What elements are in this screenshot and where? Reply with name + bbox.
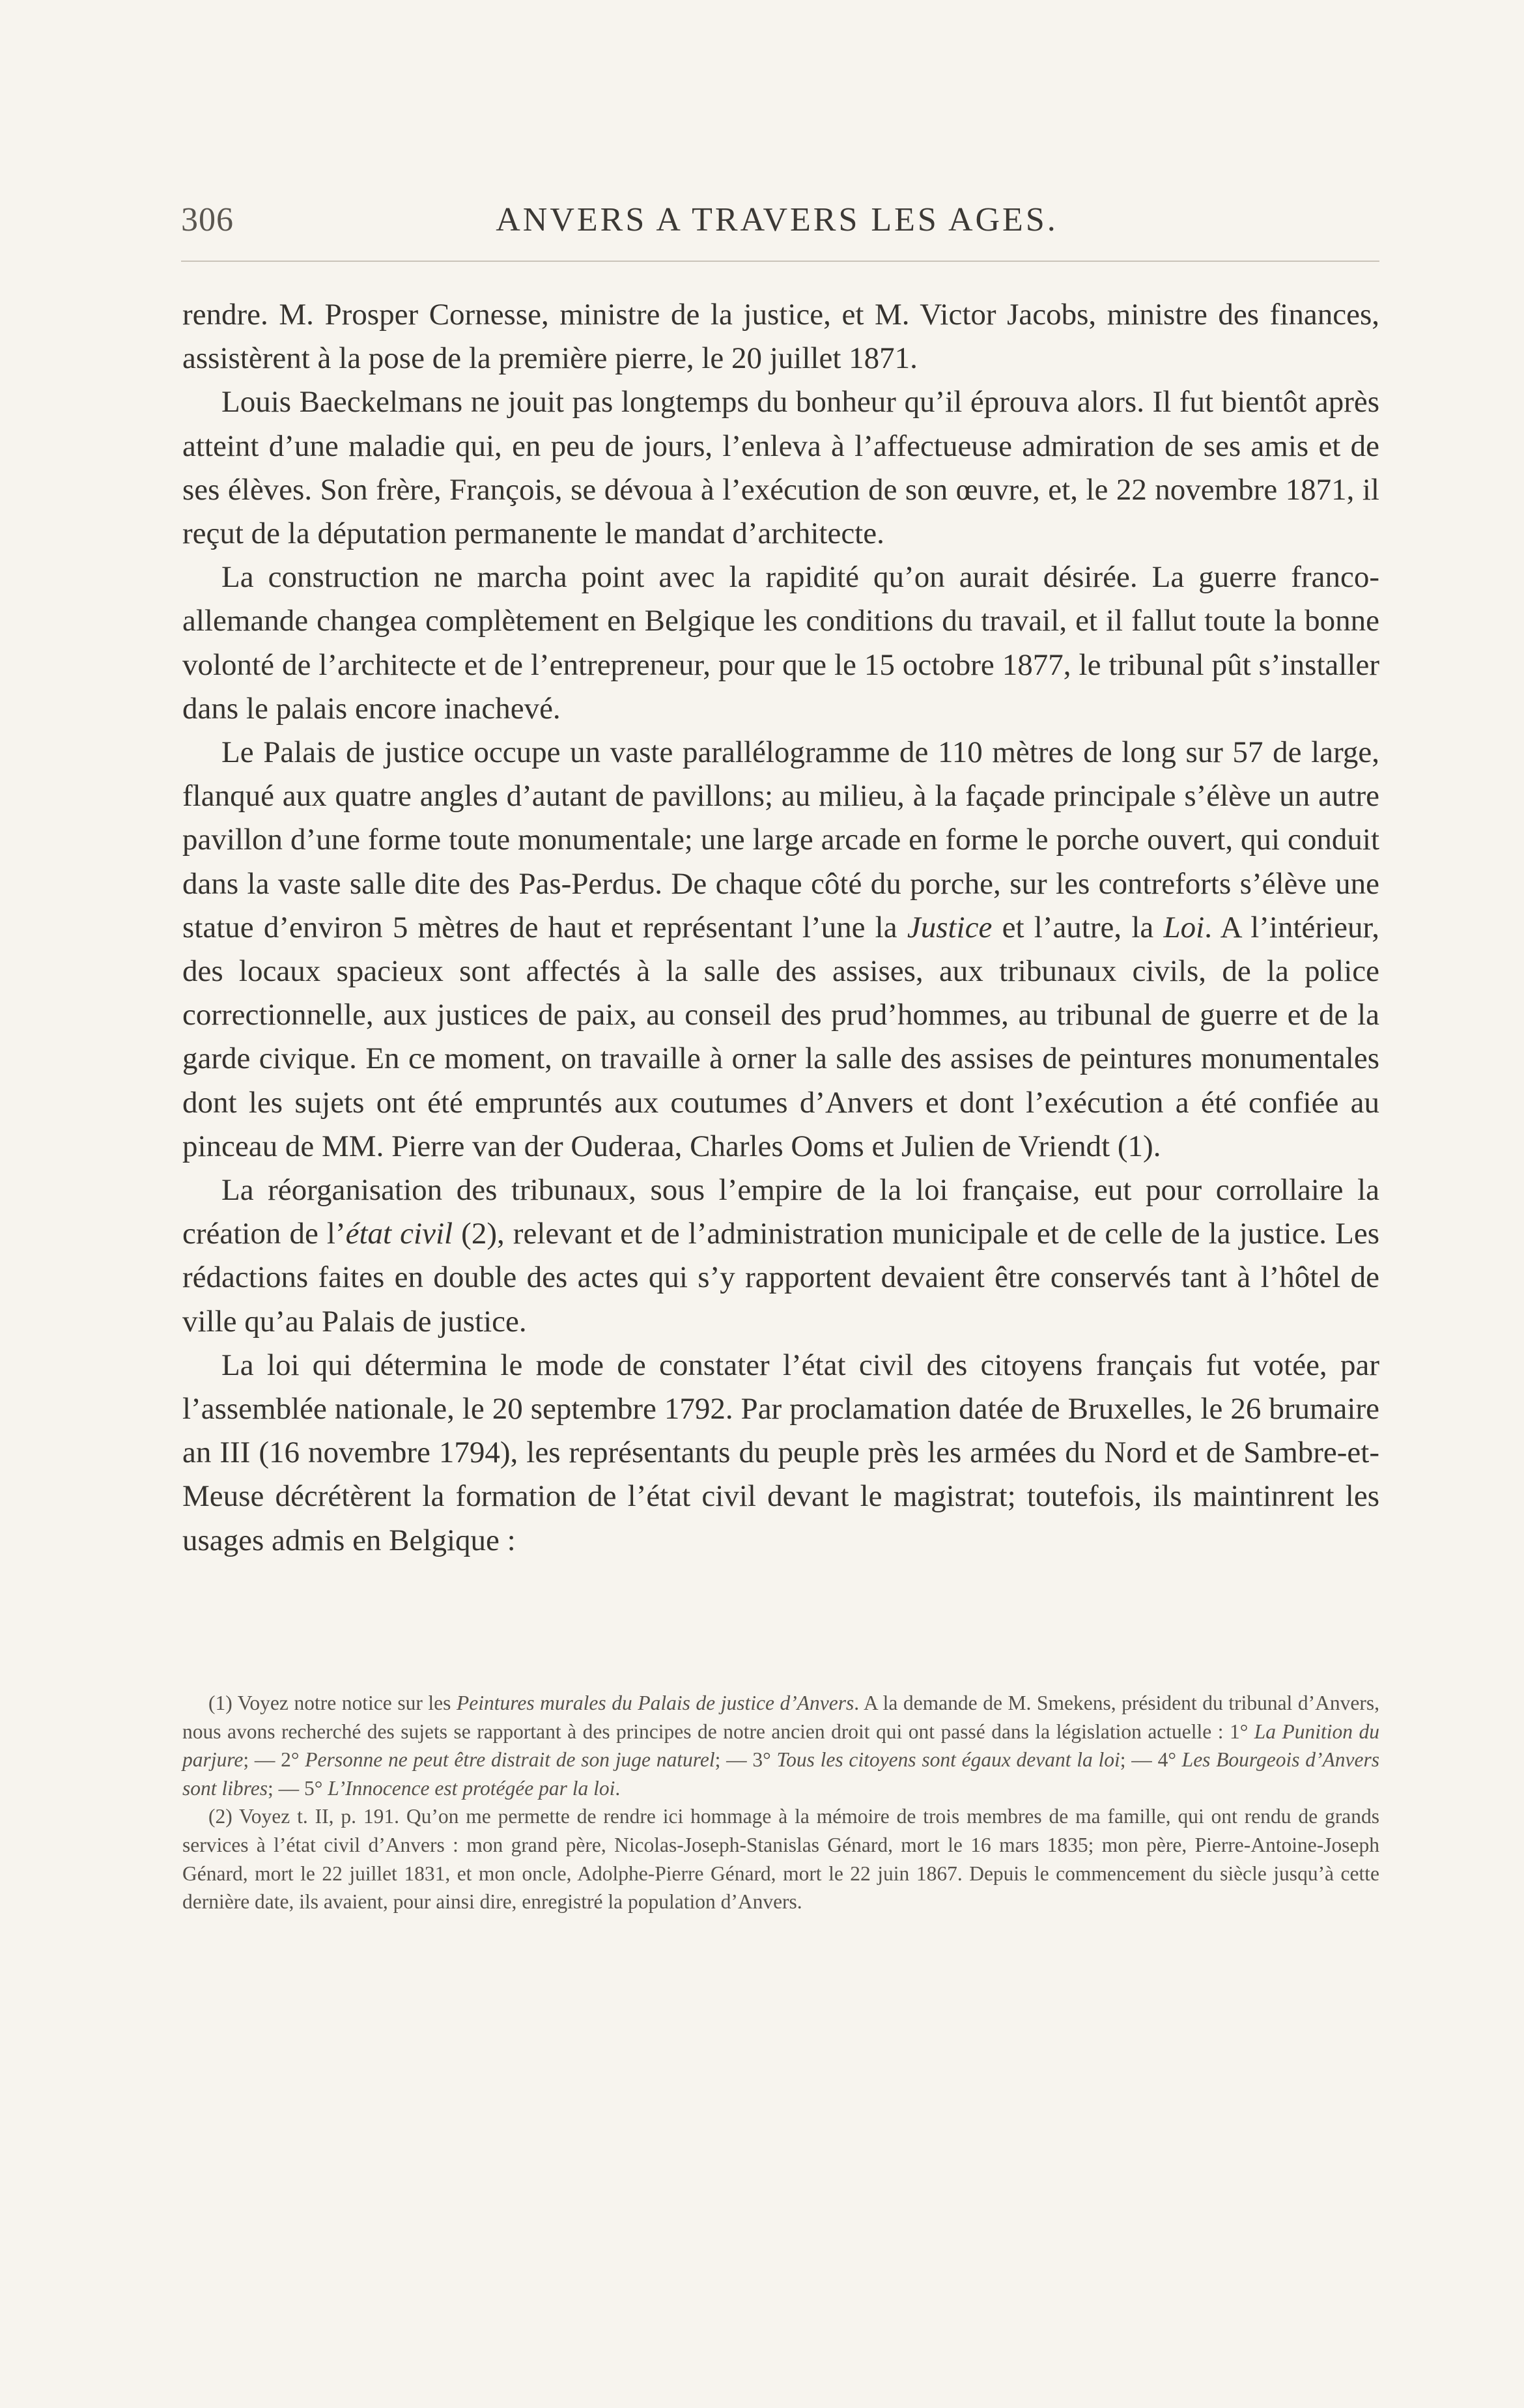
fn1-text-a: (1) Voyez notre notice sur les xyxy=(208,1692,457,1714)
fn1-italic-d: La Punition du parjure xyxy=(182,1720,1379,1772)
page-number: 306 xyxy=(181,201,234,238)
palais-italic-justice: Justice xyxy=(907,910,993,944)
palais-italic-loi: Loi xyxy=(1163,910,1205,944)
palais-text-3: . A l’intérieur, des locaux spacieux sont affectés à la salle des assises, aux tribunaux civils, de la police correctionnelle, aux justices de paix, au conseil des prud’hommes, au tribunal de guerre et de la garde civique. En ce moment, on travaille à orner la salle des assises de peintures monumentales dont les sujets ont été empruntés aux coutumes d’Anvers et dont l’exécution a été confiée au pinceau de MM. Pierre van der Ouderaa, Charles Ooms et Julien de Vriendt (1). xyxy=(182,910,1379,1163)
paragraph-palais xyxy=(182,731,1379,1169)
etat-italic: état civil xyxy=(345,1217,453,1251)
fn1-text-e: ; — 2° xyxy=(243,1748,305,1772)
fn1-text-i: ; — 4° xyxy=(1120,1748,1182,1772)
header-rule xyxy=(181,261,1379,262)
etat-text-1: La réorganisation des tribunaux, sous l’empire de la loi française, eut pour corrollaire la création de l’ xyxy=(182,1173,1379,1251)
fn1-italic-h: Tous les citoyens sont égaux devant la loi xyxy=(776,1748,1120,1772)
fn1-text-m: . xyxy=(615,1776,621,1800)
footnote-2: (2) Voyez t. II, p. 191. Qu’on me permette de rendre ici hommage à la mémoire de trois membres de ma famille, qui ont rendu de grands services à l’état civil d’Anvers : mon grand père, Nicolas-Joseph-Stanislas Génard, mort le 16 mars 1835; mon père, Pierre-Antoine-Joseph Génard, mort le 22 juillet 1831, et mon oncle, Adolphe-Pierre Génard, mort le 22 juin 1867. Depuis le commencement du siècle jusqu’à cette dernière date, ils avaient, pour ainsi dire, enregistré la population d’Anvers. xyxy=(182,1805,1379,1914)
fn1-italic-f: Personne ne peut être distrait de son juge naturel xyxy=(305,1748,715,1772)
running-title: ANVERS A TRAVERS LES AGES. xyxy=(496,201,1058,238)
paragraph-etat-civil xyxy=(182,1169,1379,1344)
paragraph-construction: La construction ne marcha point avec la rapidité qu’on aurait désirée. La guerre franco-allemande changea complètement en Belgique les conditions du travail, et il fallut toute la bonne volonté de l’architecte et de l’entrepreneur, pour que le 15 octobre 1877, le tribunal pût s’installer dans le palais encore inachevé. xyxy=(182,560,1379,726)
palais-text-2: et l’autre, la xyxy=(992,910,1164,944)
paragraph-baeckelmans: Louis Baeckelmans ne jouit pas longtemps du bonheur qu’il éprouva alors. Il fut bientôt après atteint d’une maladie qui, en peu de jours, l’enleva à l’affectueuse admiration de ses amis et de ses élèves. Son frère, François, se dévoua à l’exécution de son œuvre, et, le 22 novembre 1871, il reçut de la députation permanente le mandat d’architecte. xyxy=(182,385,1379,551)
paragraph-loi: La loi qui détermina le mode de constater l’état civil des citoyens français fut votée, par l’assemblée nationale, le 20 septembre 1792. Par proclamation datée de Bruxelles, le 26 brumaire an III (16 novembre 1794), les représentants du peuple près les armées du Nord et de Sambre-et-Meuse décrétèrent la formation de l’état civil devant le magistrat; toutefois, ils maintinrent les usages admis en Belgique : xyxy=(182,1348,1379,1557)
footnote-1 xyxy=(182,1689,1379,1802)
body-text xyxy=(182,293,1379,1563)
paragraph-continuation: rendre. M. Prosper Cornesse, ministre de la justice, et M. Victor Jacobs, ministre des finances, assistèrent à la pose de la première pierre, le 20 juillet 1871. xyxy=(182,298,1379,376)
fn1-text-g: ; — 3° xyxy=(714,1748,777,1772)
etat-text-2: (2), relevant et de l’administration municipale et de celle de la justice. Les rédactions faites en double des actes qui s’y rapportent devaient être conservés tant à l’hôtel de ville qu’au Palais de justice. xyxy=(182,1217,1380,1339)
fn1-italic-j: Les Bourgeois d’Anvers sont libres xyxy=(182,1748,1379,1800)
fn1-text-c: . A la demande de M. Smekens, président du tribunal d’Anvers, nous avons recherché des sujets se rapportant à des principes de notre ancien droit qui ont passé dans la législation actuelle : 1° xyxy=(182,1692,1379,1743)
fn1-italic-l: L’Innocence est protégée par la loi xyxy=(328,1776,615,1800)
page-header xyxy=(181,195,1373,254)
footnotes xyxy=(182,1689,1379,1916)
palais-text-1: Le Palais de justice occupe un vaste parallélogramme de 110 mètres de long sur 57 de large, flanqué aux quatre angles d’autant de pavillons; au milieu, à la façade principale s’élève un autre pavillon d’une forme toute monumentale; une large arcade en forme le porche ouvert, qui conduit dans la vaste salle dite des Pas-Perdus. De chaque côté du porche, sur les contreforts s’élève une statue d’environ 5 mètres de haut et représentant l’une la xyxy=(182,735,1379,944)
fn1-text-k: ; — 5° xyxy=(267,1776,328,1800)
fn1-italic-b: Peintures murales du Palais de justice d’Anvers xyxy=(457,1692,854,1714)
